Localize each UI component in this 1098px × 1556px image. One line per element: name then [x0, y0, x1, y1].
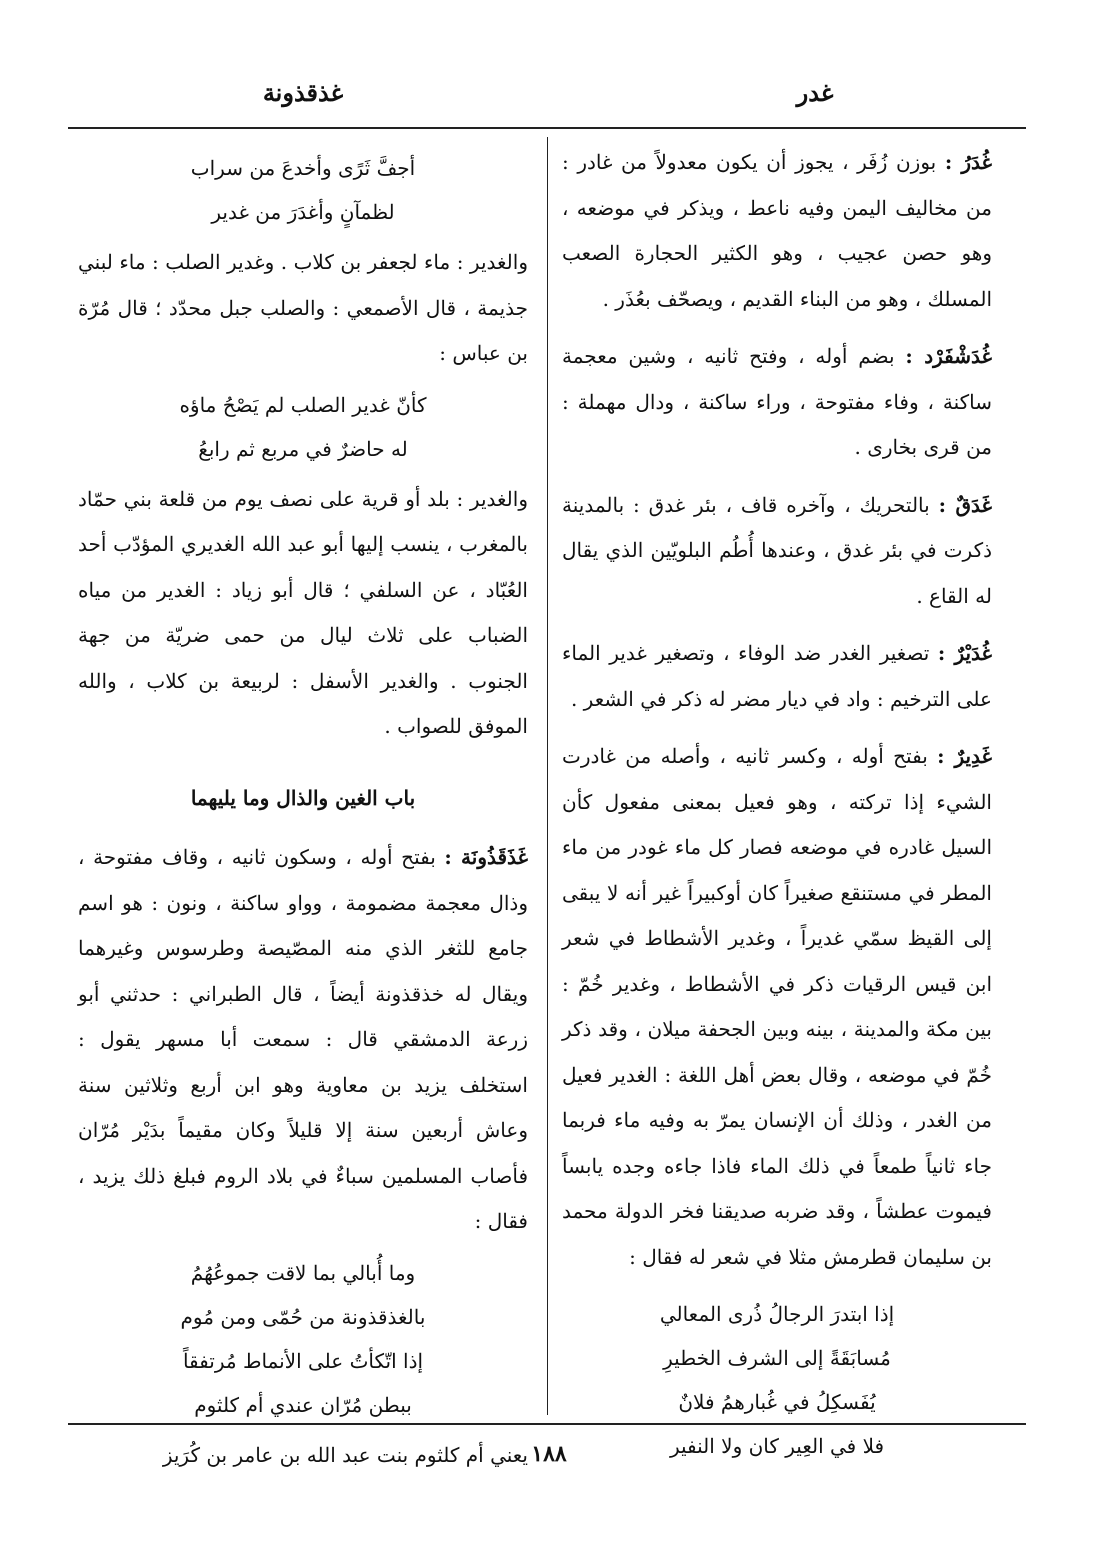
verse-line: مُسابَقَةً إلى الشرف الخطيرِ [663, 1346, 891, 1370]
footer-rule [68, 1423, 1026, 1425]
verse-line: يُفَسكِلُ في غُبارهمُ فلانٌ [678, 1390, 876, 1414]
verse-line: ببطن مُرّان عندي أم كلثوم [194, 1392, 412, 1417]
verse-line: كأنّ غدير الصلب لم يَصْحُ ماؤه [179, 392, 427, 417]
page-number: ١٨٨ [531, 1441, 567, 1467]
entry-ghudashfard [562, 334, 992, 471]
paragraph: يعني أم كلثوم بنت عبد الله بن عامر بن كُرَيز [162, 1442, 528, 1467]
entry-text: بالتحريك ، وآخره قاف ، بئر غدق : بالمدينة ذكرت في بئر غدق ، وعندها أُطُم البلويّين الذي يقال له القاع . [562, 492, 992, 608]
running-header-left: غذقذونة [262, 78, 344, 107]
entry-headword: غُدَيْرٌ : [937, 641, 993, 665]
header-rule [68, 127, 1026, 129]
column-divider [547, 137, 548, 1415]
entry-ghadaq [562, 483, 992, 620]
entry-text: بوزن زُفَر ، يجوز أن يكون معدولاً من غادر : من مخاليف اليمن وفيه ناعط ، ويذكر في موضعه ، وهو حصن عجيب ، وهو الكثير الحجارة الصعب المسلك ، وهو من البناء القديم ، ويصحّف بعُذَر . [562, 150, 992, 311]
entry-ghudayr [562, 631, 992, 722]
entry-headword: غَذَقَذُونَة : [444, 845, 528, 869]
verse-line: فلا في العِير كان ولا النفير [669, 1434, 885, 1458]
entry-text: بضم أوله ، وفتح ثانيه ، وشين معجمة ساكنة ، وفاء مفتوحة ، وراء ساكنة ، ودال مهملة : من قرى بخارى . [562, 344, 992, 459]
paragraph: والغدير : ماء لجعفر بن كلاب . وغدير الصلب : ماء لبني جذيمة ، قال الأصمعي : والصلب جبل محدّد ؛ قال مُرّة بن عباس : [78, 250, 528, 365]
verse-block [78, 146, 528, 234]
entry-ghadhaqadhuna [78, 835, 528, 1245]
running-header-right: غدر [796, 78, 834, 107]
verse-block [78, 1251, 528, 1427]
entry-text: بفتح أوله ، وسكون ثانيه ، وقاف مفتوحة ، وذال معجمة مضمومة ، وواو ساكنة ، ونون : هو اسم جامع للثغر الذي منه المصّيصة وطرسوس وغيرهما ويقال له خذقذونة أيضاً ، قال الطبراني : حدثني أبو زرعة الدمشقي قال : سمعت أبا مسهر يقول : استخلف يزيد بن معاوية وهو ابن أربع وثلاثين سنة وعاش أربعين سنة إلا قليلاً وكان مقيماً بدَيْر مُرّان فأصاب المسلمين سباءٌ في بلاد الروم فبلغ ذلك يزيد ، فقال : [78, 845, 528, 1233]
paragraph: والغدير : بلد أو قرية على نصف يوم من قلعة بني حمّاد بالمغرب ، ينسب إليها أبو عبد الله الغديري المؤدّب أحد العُبّاد ، عن السلفي ؛ قال أبو زياد : الغدير من مياه الضباب على ثلاث ليال من حمى ضريّة من جهة الجنوب . والغدير الأسفل : لربيعة بن كلاب ، والله الموفق للصواب . [78, 486, 528, 738]
verse-line: إذا اتّكأتُ على الأنماط مُرتفقاً [182, 1348, 424, 1373]
verse-line: بالغذقذونة من حُمّى ومن مُوم [180, 1304, 426, 1329]
entry-ghudar [562, 140, 992, 322]
left-column [78, 140, 528, 1478]
verse-line: وما أُبالي بما لاقت جموعُهُمُ [190, 1260, 416, 1285]
entry-headword: غُدَشْفَرْد : [905, 344, 993, 368]
verse-line: أجفَّ ثَرًى وأخدعَ من سراب [190, 156, 416, 180]
entry-ghadir [562, 734, 992, 1280]
entry-text: بفتح أوله ، وكسر ثانيه ، وأصله من غادرت الشيء إذا تركته ، وهو فعيل بمعنى مفعول كأن السيل غادره في موضعه فصار كل ماء غودر من ماء المطر في مستنقع صغيراً كان أوكبيراً غير أنه لا يبقى إلى القيظ سمّي غديراً ، وغدير الأشطاط في شعر ابن قيس الرقيات ذكر في الأشطاط ، وغدير خُمّ : بين مكة والمدينة ، بينه وبين الجحفة ميلان ، وقد ذكر خُمّ في موضعه ، وقال بعض أهل اللغة : الغدير فعيل من الغدر ، وذلك أن الإنسان يمرّ به وفيه ماء فربما جاء ثانياً طمعاً في ذلك الماء فاذا جاءه وجده يابساً فيموت عطشاً ، وقد ضربه صديقنا فخر الدولة محمد بن سليمان قطرمش مثلا في شعر له فقال : [562, 744, 992, 1269]
entry-headword: غُدَرُ : [944, 150, 993, 174]
section-title: باب الغين والذال وما يليهما [190, 785, 416, 810]
verse-line: إذا ابتدرَ الرجالُ ذُرى المعالي [659, 1302, 895, 1326]
entry-headword: غَدِيرٌ : [937, 744, 992, 768]
entry-text: تصغير الغدر ضد الوفاء ، وتصغير غدير الماء على الترخيم : واد في ديار مضر له ذكر في الشعر . [562, 641, 992, 711]
verse-line: له حاضرٌ في مربع ثم رابعُ [198, 436, 408, 461]
entry-headword: غَدَقٌ : [938, 492, 992, 517]
right-column [562, 140, 992, 1474]
verse-block [78, 383, 528, 471]
verse-block [562, 1292, 992, 1468]
verse-line: لظمآنٍ وأغدَرَ من غدير [211, 200, 395, 224]
